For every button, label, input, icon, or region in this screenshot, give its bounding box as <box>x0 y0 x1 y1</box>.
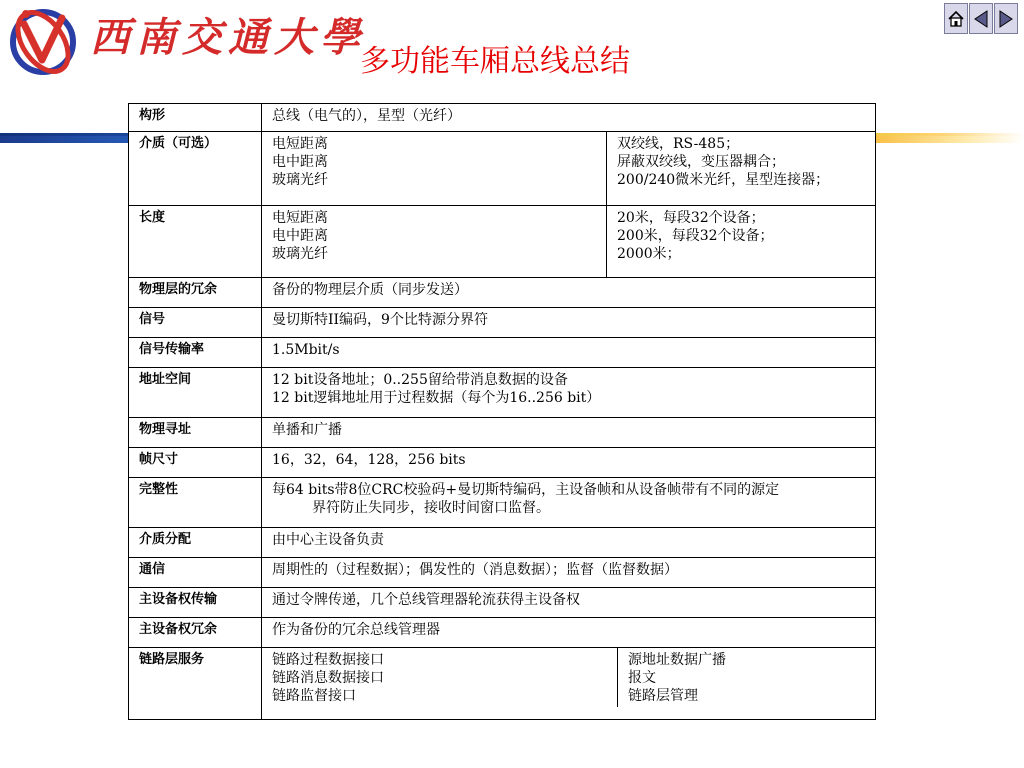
row-key: 帧尺寸 <box>129 448 262 478</box>
table-row <box>129 558 876 588</box>
row-value: 通过令牌传递，几个总线管理器轮流获得主设备权 <box>262 588 876 618</box>
row-value: 1.5Mbit/s <box>262 338 876 368</box>
row-key: 主设备权传输 <box>129 588 262 618</box>
row-right <box>607 206 876 278</box>
row-value: 周期性的（过程数据）；偶发性的（消息数据）；监督（监督数据） <box>262 558 876 588</box>
row-right <box>607 132 876 206</box>
row-key: 构形 <box>129 104 262 132</box>
university-name: 西南交通大學 <box>90 14 366 61</box>
row-key: 物理层的冗余 <box>129 278 262 308</box>
row-value <box>262 478 876 528</box>
table-row <box>129 478 876 528</box>
row-value: 曼切斯特II编码，9个比特源分界符 <box>262 308 876 338</box>
row-value: 备份的物理层介质（同步发送） <box>262 278 876 308</box>
table-row <box>129 588 876 618</box>
cell-line: 2000米； <box>617 246 681 262</box>
row-key: 介质分配 <box>129 528 262 558</box>
row-value: 总线（电气的），星型（光纤） <box>262 104 876 132</box>
row-key: 完整性 <box>129 478 262 528</box>
row-right <box>618 648 875 707</box>
home-icon <box>947 10 965 28</box>
page-title: 多功能车厢总线总结 <box>360 44 630 79</box>
table-row <box>129 278 876 308</box>
cell-line: 屏蔽双绞线，变压器耦合； <box>617 154 785 170</box>
cell-line: 电短距离 <box>272 210 328 226</box>
cell-line: 200米，每段32个设备； <box>617 228 774 244</box>
cell-line: 20米，每段32个设备； <box>617 210 765 226</box>
row-key: 通信 <box>129 558 262 588</box>
cell-line: 链路过程数据接口 <box>272 652 384 668</box>
table-row <box>129 338 876 368</box>
cell-line: 电短距离 <box>272 136 328 152</box>
cell-line: 链路消息数据接口 <box>272 670 384 686</box>
home-button[interactable] <box>944 3 968 34</box>
table-row <box>129 308 876 338</box>
row-value <box>262 368 876 418</box>
table-row <box>129 132 876 206</box>
next-icon <box>997 9 1015 29</box>
row-key: 链路层服务 <box>129 648 262 720</box>
row-key: 介质（可选） <box>129 132 262 206</box>
row-key: 地址空间 <box>129 368 262 418</box>
cell-line: 链路层管理 <box>628 688 698 704</box>
table-row <box>129 448 876 478</box>
cell-line: 玻璃光纤 <box>272 246 328 262</box>
cell-line: 12 bit设备地址；0..255留给带消息数据的设备 <box>272 372 568 388</box>
cell-line: 电中距离 <box>272 228 328 244</box>
row-value: 作为备份的冗余总线管理器 <box>262 618 876 648</box>
row-key: 信号 <box>129 308 262 338</box>
cell-line: 200/240微米光纤，星型连接器； <box>617 172 830 188</box>
cell-line: 电中距离 <box>272 154 328 170</box>
cell-line: 每64 bits带8位CRC校验码+曼切斯特编码，主设备帧和从设备帧带有不同的源定 <box>272 482 780 498</box>
table-row <box>129 648 876 720</box>
row-key: 物理寻址 <box>129 418 262 448</box>
row-key: 长度 <box>129 206 262 278</box>
row-split <box>262 648 876 720</box>
university-logo <box>4 2 82 78</box>
prev-icon <box>972 9 990 29</box>
row-left <box>262 206 607 278</box>
next-button[interactable] <box>994 3 1018 34</box>
table-row <box>129 618 876 648</box>
table-row <box>129 104 876 132</box>
spec-table <box>128 103 876 720</box>
table-row <box>129 528 876 558</box>
row-key: 信号传输率 <box>129 338 262 368</box>
row-left <box>262 648 618 707</box>
row-value: 16，32，64，128，256 bits <box>262 448 876 478</box>
cell-line: 源地址数据广播 <box>628 652 726 668</box>
cell-line: 链路监督接口 <box>272 688 356 704</box>
cell-line: 玻璃光纤 <box>272 172 328 188</box>
cell-line: 12 bit逻辑地址用于过程数据（每个为16..256 bit） <box>272 390 601 406</box>
row-value: 由中心主设备负责 <box>262 528 876 558</box>
table-row <box>129 418 876 448</box>
cell-line: 报文 <box>628 670 656 686</box>
row-key: 主设备权冗余 <box>129 618 262 648</box>
cell-line: 双绞线，RS-485； <box>617 136 740 152</box>
row-value: 单播和广播 <box>262 418 876 448</box>
slide-nav <box>944 3 1019 34</box>
cell-line: 界符防止失同步，接收时间窗口监督。 <box>312 500 550 516</box>
row-left <box>262 132 607 206</box>
table-row <box>129 368 876 418</box>
table-row <box>129 206 876 278</box>
prev-button[interactable] <box>969 3 993 34</box>
